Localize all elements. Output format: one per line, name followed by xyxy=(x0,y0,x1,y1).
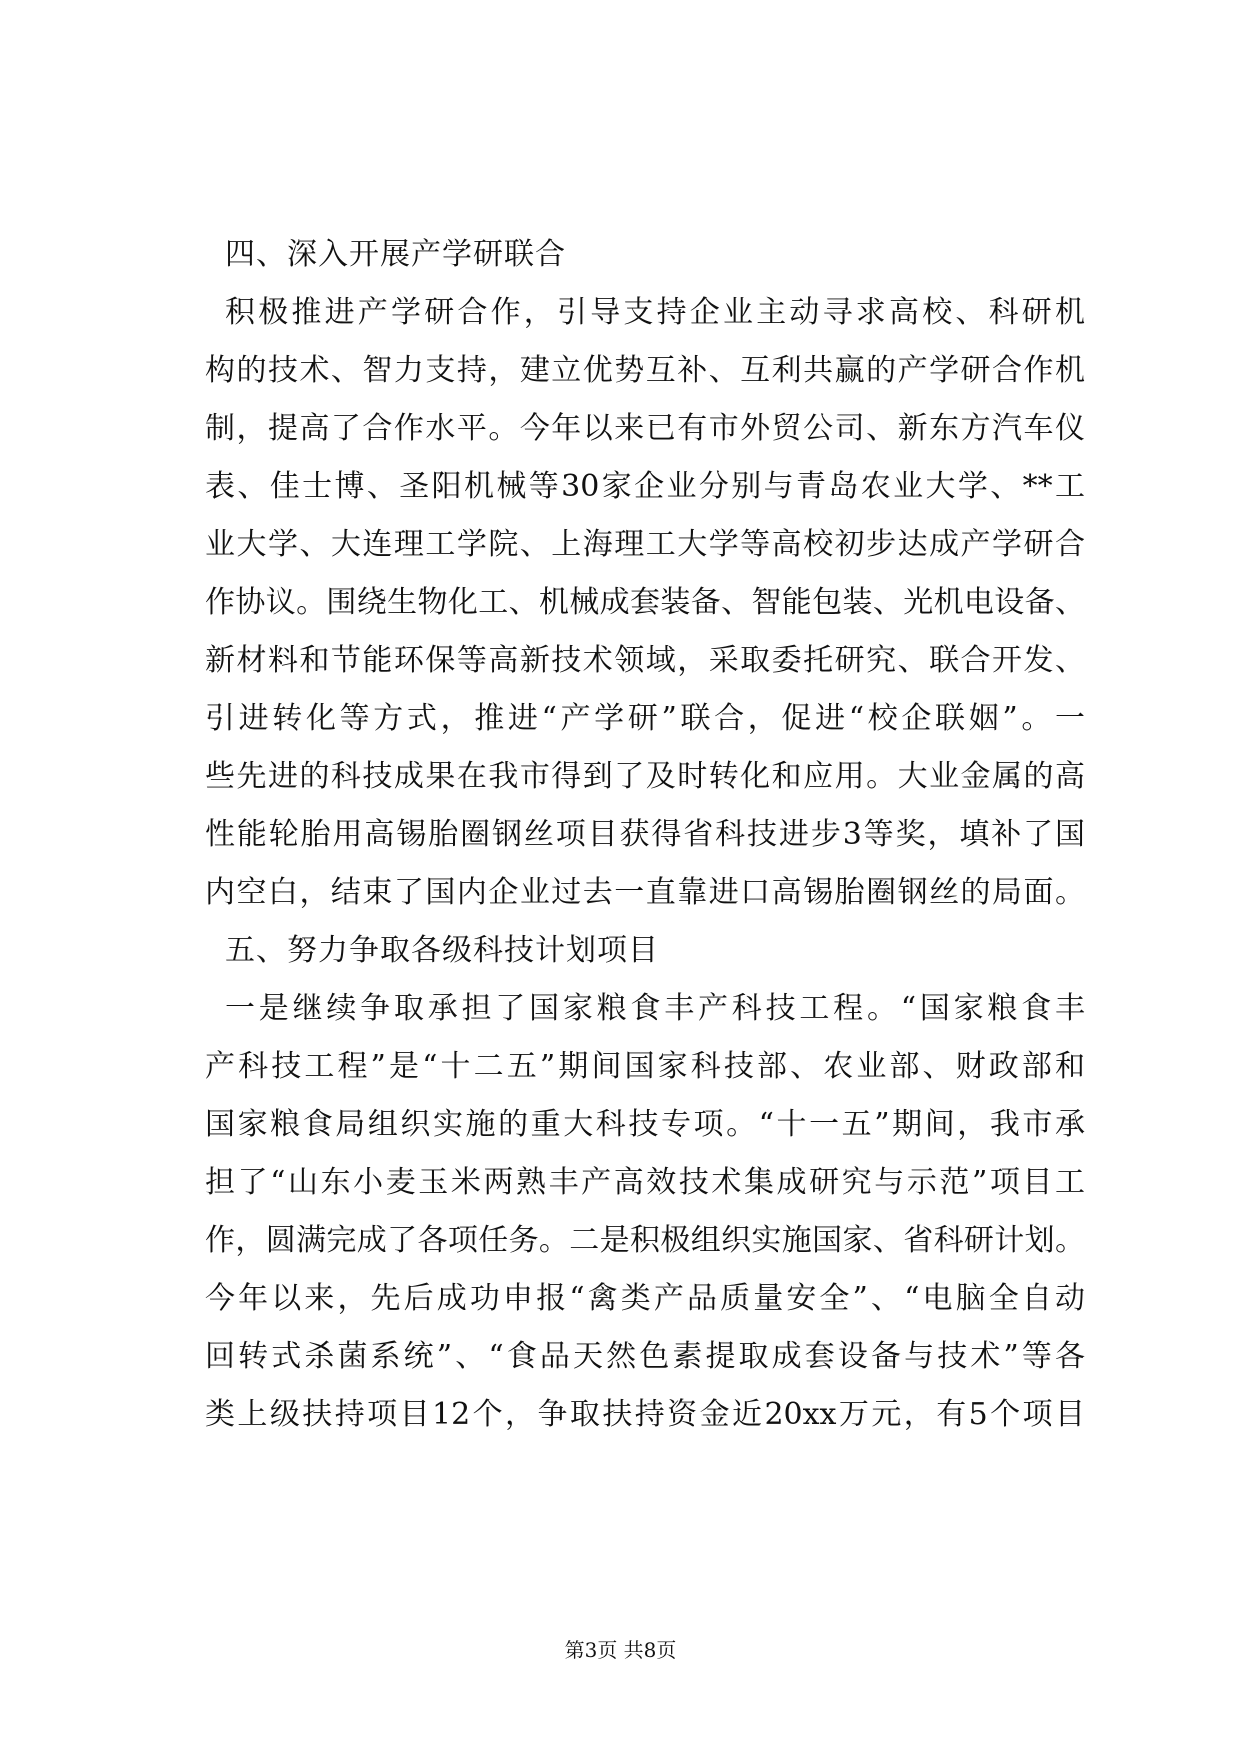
text-line: 表、佳士博、圣阳机械等30家企业分别与青岛农业大学、**工 xyxy=(205,469,1085,504)
text-line: 国家粮食局组织实施的重大科技专项。“十一五”期间，我市承 xyxy=(205,1107,1085,1142)
text-line: 类上级扶持项目12个，争取扶持资金近20xx万元，有5个项目 xyxy=(205,1397,1085,1432)
section-paragraph-4 xyxy=(205,284,1085,922)
text-line: 作，圆满完成了各项任务。二是积极组织实施国家、省科研计划。 xyxy=(205,1223,1085,1258)
text-line: 回转式杀菌系统”、“食品天然色素提取成套设备与技术”等各 xyxy=(205,1339,1085,1374)
text-line: 性能轮胎用高锡胎圈钢丝项目获得省科技进步3等奖，填补了国 xyxy=(205,817,1085,852)
section-heading-4: 四、深入开展产学研联合 xyxy=(225,237,566,272)
text-line: 担了“山东小麦玉米两熟丰产高效技术集成研究与示范”项目工 xyxy=(205,1165,1085,1200)
text-line: 内空白，结束了国内企业过去一直靠进口高锡胎圈钢丝的局面。 xyxy=(205,875,1085,910)
text-line: 积极推进产学研合作，引导支持企业主动寻求高校、科研机 xyxy=(225,295,1085,330)
document-body xyxy=(205,226,1085,1444)
text-line: 一是继续争取承担了国家粮食丰产科技工程。“国家粮食丰 xyxy=(225,991,1085,1026)
text-line: 引进转化等方式，推进“产学研”联合，促进“校企联姻”。一 xyxy=(205,701,1085,736)
text-line: 构的技术、智力支持，建立优势互补、互利共赢的产学研合作机 xyxy=(205,353,1085,388)
section-paragraph-5 xyxy=(205,980,1085,1444)
section-heading-5: 五、努力争取各级科技计划项目 xyxy=(225,933,659,968)
text-line: 今年以来，先后成功申报“禽类产品质量安全”、“电脑全自动 xyxy=(205,1281,1085,1316)
text-line: 制，提高了合作水平。今年以来已有市外贸公司、新东方汽车仪 xyxy=(205,411,1085,446)
text-line: 些先进的科技成果在我市得到了及时转化和应用。大业金属的高 xyxy=(205,759,1085,794)
text-line: 作协议。围绕生物化工、机械成套装备、智能包装、光机电设备、 xyxy=(205,585,1085,620)
text-line: 新材料和节能环保等高新技术领域，采取委托研究、联合开发、 xyxy=(205,643,1085,678)
page-number-footer: 第3页 共8页 xyxy=(564,1638,677,1662)
text-line: 产科技工程”是“十二五”期间国家科技部、农业部、财政部和 xyxy=(205,1049,1085,1084)
text-line: 业大学、大连理工学院、上海理工大学等高校初步达成产学研合 xyxy=(205,527,1085,562)
